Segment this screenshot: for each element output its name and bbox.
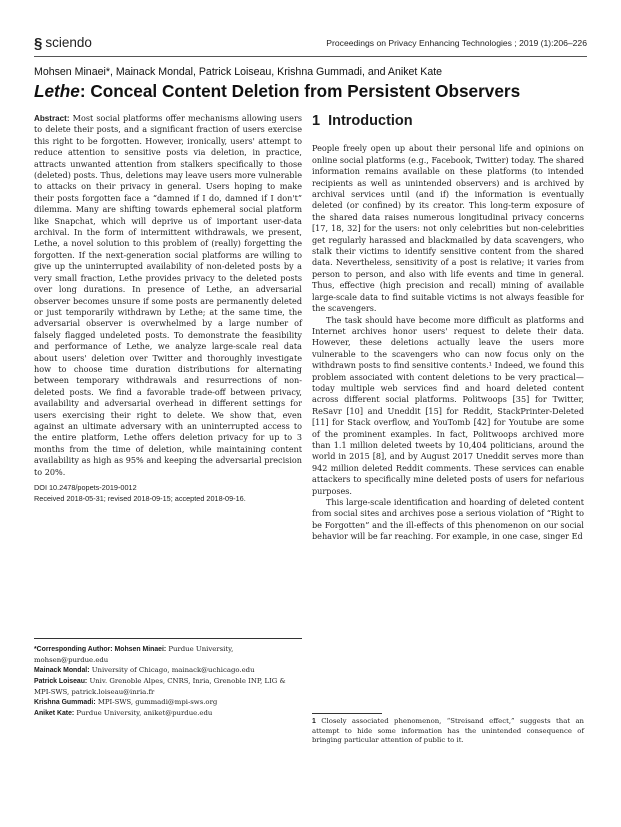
author-list: Mohsen Minaei*, Mainack Mondal, Patrick Loiseau, Krishna Gummadi, and Aniket Kate <box>34 66 443 78</box>
abstract-label: Abstract: <box>34 114 70 123</box>
affiliation: Aniket Kate: Purdue University, aniket@purdue.edu <box>34 709 213 717</box>
left-column <box>34 113 302 504</box>
body-paragraph: People freely open up about their personal life and opinions on online social platforms (e.g., Facebook, Twitter) today. The shared information remains available on these platforms (to intended recipients as well as unintended observers) and is archived by archival services until (and if) the information is eventually deleted (or confined) by its creator. This long-term exposure of the shared data raises numerous longitudinal privacy concerns [17, 18, 32] for the users: not only celebrities but non-celebrities get regularly harassed and blackmailed by data scavengers, who stalk their victims to identify sensitive content from the shared data. Nevertheless, sensitivity of a post is relative; it varies from person to person, and also with life events and time in general. Thus, effective (high precision and recall) mining of available large-scale data to find suitable victims is not always feasible for the scavengers. <box>312 143 584 314</box>
body-paragraph: The task should have become more difficult as platforms and Internet archives honor users' request to delete their data. However, these deletions actually leave the users more vulnerable to the scavengers who can now focus only on the withdrawn posts to find sensitive contents.¹ Indeed, we found this problem associated with content deletions to be very practical—today multiple web services find and hoard deleted content across different social platforms. Politwoops [35] for Twitter, ReSavr [10] and Uneddit [15] for Reddit, StackPrinter-Deleted [11] for Stack overflow, and YouTomb [42] for Youtube are some of the prominent examples. In fact, Politwoops archived more than 1.1 million deleted tweets by 10,404 politicians, around the world in 2015 [8], and by August 2017 Uneddit serves more than 942 million deleted Reddit comments. These services can enable attackers to specifically mine deleted posts of users for nefarious purposes. <box>312 314 584 496</box>
publisher-logo <box>34 35 92 52</box>
title-rest: : Conceal Content Deletion from Persistent Observers <box>79 81 521 101</box>
footnote-text: Closely associated phenomenon, “Streisand effect,” suggests that an attempt to hide some information has the unintended consequence of bringing particular attention of public to it. <box>312 717 584 745</box>
abstract <box>34 113 302 478</box>
affiliation: Patrick Loiseau: Univ. Grenoble Alpes, CNRS, Inria, Grenoble INP, LIG & MPI-SWS, patrick.loiseau@inria.fr <box>34 677 286 696</box>
logo-text: sciendo <box>45 35 92 50</box>
page-header <box>34 35 587 53</box>
body-paragraph: This large-scale identification and hoarding of deleted content from social sites and archives pose a serious violation of “Right to be Forgotten” and the ill-effects of this phenomenon on our social behavior will be far reaching. For example, in one case, singer Ed <box>312 497 584 542</box>
section-heading <box>312 113 584 129</box>
title-italic-part: Lethe <box>34 81 80 101</box>
abstract-text: Most social platforms offer mechanisms allowing users to delete their posts, and a significant fraction of users exercise this right to be forgotten. However, ironically, users' attempt to reduce attention to sensitive posts via deletion, in practice, attracts unwanted attention from stalkers specifically to those (deleted) posts. Thus, deletions may leave users more vulnerable to attacks on their privacy in general. Users hoping to make their posts forgotten face a “damned if I do, damned if I don't” dilemma. Many are shifting towards ephemeral social platform like Snapchat, which will deprive us of important user-data archival. In the form of intermittent withdrawals, we present, Lethe, a novel solution to this problem of (really) forgetting the forgotten. If the next-generation social platforms are willing to give up the uninterrupted availability of non-deleted posts by a very small fraction, Lethe provides privacy to the deleted posts over long durations. In presence of Lethe, an adversarial observer becomes unsure if some posts are permanently deleted or just temporarily withdrawn by Lethe; at the same time, the adversarial observer is overwhelmed by a large number of falsely flagged undeleted posts. To demonstrate the feasibility and performance of Lethe, we analyze large-scale real data about users' deletion over Twitter and thoroughly investigate how to choose time duration distributions for alternating between temporary withdrawals and resurrections of non-deleted posts. We find a favorable trade-off between privacy, availability and adversarial overhead in different settings for users exercising their right to delete. We show that, even against an ultimate adversary with an uninterrupted access to the entire platform, Lethe offers deletion privacy for up to 3 months from the time of deletion, while maintaining content availability as high as 95% and keeping the adversarial precision to 20%. <box>34 113 302 477</box>
received-dates: Received 2018-05-31; revised 2018-09-15; accepted 2018-09-16. <box>34 494 246 503</box>
footnote-rule <box>312 713 382 714</box>
author-affiliations <box>34 638 302 719</box>
right-column <box>312 113 584 543</box>
header-rule <box>34 56 587 57</box>
sciendo-logo-icon: § <box>34 35 43 52</box>
footnote <box>312 717 584 746</box>
footnote-number: 1 <box>312 718 316 725</box>
doi: DOI 10.2478/popets-2019-0012 <box>34 483 137 492</box>
affiliation: Krishna Gummadi: MPI-SWS, gummadi@mpi-sws.org <box>34 698 218 706</box>
section-title: Introduction <box>328 113 413 129</box>
article-meta <box>34 482 302 504</box>
paper-title <box>34 81 520 102</box>
affiliation: *Corresponding Author: Mohsen Minaei: Purdue University, mohsen@purdue.edu <box>34 645 234 664</box>
journal-citation: Proceedings on Privacy Enhancing Technologies ; 2019 (1):206–226 <box>326 38 587 48</box>
section-number: 1 <box>312 113 321 129</box>
affiliation: Mainack Mondal: University of Chicago, mainack@uchicago.edu <box>34 666 255 674</box>
